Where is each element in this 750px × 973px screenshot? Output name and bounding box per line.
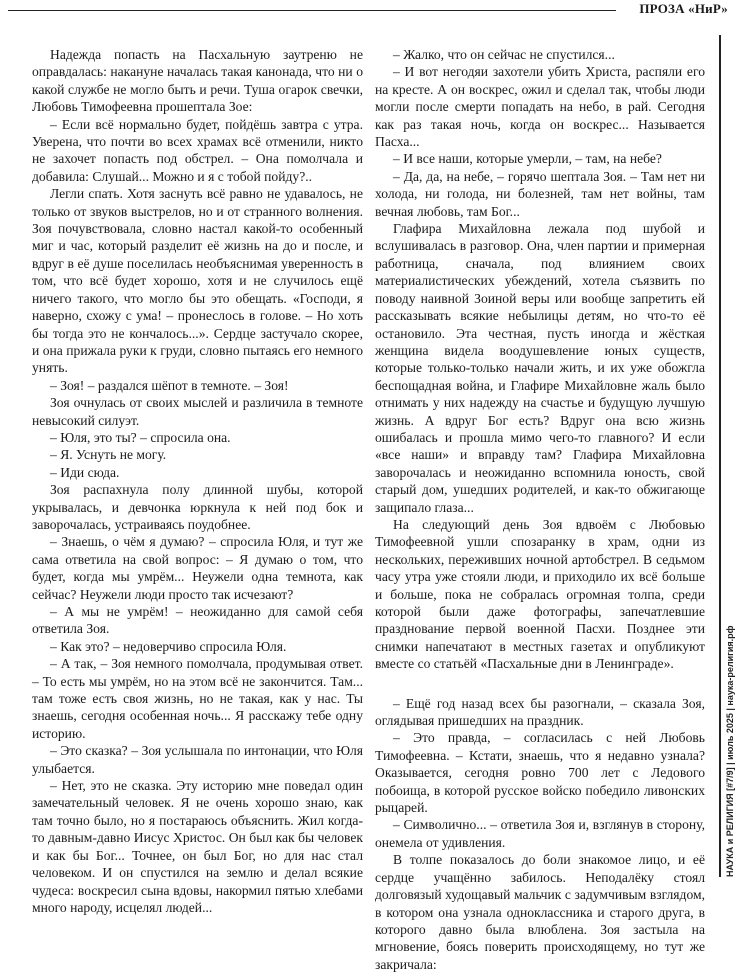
paragraph: Легли спать. Хотя заснуть всё равно не удавалось, не только от звуков выстрелов, но и от странного волнения. Зоя почувствовала, словно настал какой-то особенный миг и час, который разделит её жизнь на до и после, и вдруг в её душе поселилась необъяснимая уверенность в том, что всё будет хорошо, хотя и не случилось ещё ничего такого, что могло бы это обещать. «Господи, я наверно, схожу с ума! – пронеслось в голове. – Но хоть бы тогда это не кончалось...». Сердце застучало скорее, и она прижала руки к груди, словно пытаясь его немного унять. [32,186,363,376]
paragraph: В толпе показалось до боли знакомое лицо, и её сердце учащённо забилось. Неподалёку стоял долговязый худощавый мальчик с задумчивым взглядом, в котором она узнала одноклассника и старого друга, в которого давно была влюблена. Зоя застыла на мгновение, боясь поверить происходящему, но тут же закричала: [375,852,705,972]
paragraph: Надежда попасть на Пасхальную заутреню не оправдалась: накануне началась такая канонада, что ни о какой службе не могло быть и речи. Туша огарок свечки, Любовь Тимофеевна прошептала Зое: [32,47,363,115]
right-column [375,46,705,973]
section-title: ПРОЗА «НиР» [631,1,728,17]
side-rule [719,35,721,877]
paragraph: – Нет, это не сказка. Эту историю мне поведал один замечательный человек. Я не очень хорошо знаю, как там точно было, но я постараюсь объяснить. Жил когда-то давным-давно Иисус Христос. Он был как бы человек и как бы Бог... Точнее, он был Бог, но для нас стал человеком. И он спустился на землю и делал всякие чудеса: воскресил сына вдовы, накормил пятью хлебами много народу, исцелял людей... [32,778,363,915]
paragraph: – Это правда, – согласилась с ней Любовь Тимофеевна. – Кстати, знаешь, что я недавно узнала? Оказывается, сегодня ровно 700 лет с Ледового побоища, в которой русское войско победило ливонских рыцарей. [375,730,705,816]
paragraph: – Как это? – недоверчиво спросила Юля. [50,638,287,654]
paragraph: – Иди сюда. [50,464,120,480]
paragraph: – Юля, это ты? – спросила она. [50,429,231,445]
paragraph: – Да, да, на небе, – горячо шептала Зоя. – Там нет ни холода, ни голода, ни болезней, там нет войны, там вечная любовь, там Бог... [375,168,705,219]
paragraph: – Если всё нормально будет, пойдёшь завтра с утра. Уверена, что почти во всех храмах всё отменили, никто не захочет попасть под обстрел. – Она помолчала и добавила: Слушай... Можно и я с тобой пойду?.. [32,116,363,184]
paragraph: – А так, – Зоя немного помолчала, продумывая ответ. – То есть мы умрём, но на этом всё не закончится. Там... там тоже есть своя жизнь, но не такая, как у нас. Ты знаешь, сегодня особенная ночь... Я расскажу тебе одну историю. [32,656,363,741]
paragraph: – А мы не умрём! – неожиданно для самой себя ответила Зоя. [32,604,363,637]
paragraph: Зоя распахнула полу длинной шубы, которой укрывалась, и девчонка юркнула к ней под бок и заворочалась, устраиваясь поудобнее. [32,482,363,532]
header-rule [8,10,616,11]
left-column [32,46,363,916]
paragraph: – Знаешь, о чём я думаю? – спросила Юля, и тут же сама ответила на свой вопрос: – Я думаю о том, что будет, когда мы умрём... Неужели одна темнота, как сейчас? Неужели люди просто так исчезают? [32,534,363,602]
paragraph: – Жалко, что он сейчас не спустился... [393,47,615,62]
paragraph: – Ещё год назад всех бы разогнали, – сказала Зоя, оглядывая пришедших на праздник. [375,695,705,729]
paragraph: На следующий день Зоя вдвоём с Любовью Тимофеевной ушли спозаранку в храм, одни из нескольких, переживших ночной артобстрел. В седьмом часу утра уже стояли люди, и приходило их всё больше и больше, пока не собралась огромная толпа, среди которой были даже фотографы, запечатлевшие празднование первой военной Пасхи. Позднее эти снимки напечатают в местных газетах и опубликуют вместе со статьёй «Пасхальные дни в Ленинграде». [375,516,705,672]
paragraph: Зоя очнулась от своих мыслей и различила в темноте невысокий силуэт. [32,395,363,428]
page-header [0,0,750,22]
paragraph: – Символично... – ответила Зоя и, взглянув в сторону, онемела от удивления. [375,817,705,850]
side-running-footer: НАУКА и РЕЛИГИЯ [#7/9] | июль 2025 | наука-религия.рф [725,625,735,877]
paragraph: – И вот негодяи захотели убить Христа, распяли его на кресте. А он воскрес, ожил и сделал так, чтобы люди могли после смерти попадать на небо, в рай. Сегодня как раз такая ночь, когда он воскрес... Называется Пасха... [375,64,705,150]
paragraph: Глафира Михайловна лежала под шубой и вслушивалась в разговор. Она, член партии и примерная работница, сначала, под влиянием своих материалистических убеждений, хотела съязвить по поводу наивной Зоиной веры или вообще запретить ей рассказывать всякие небылицы детям, но что-то её остановило. Эта честная, пусть иногда и жёсткая женщина видела воодушевление юных существ, которые только-только начали жить, и их уже обожгла беспощадная война, и Глафире Михайловне жаль было отнимать у них надежду на счастье и будущую лучшую жизнь. А вдруг Бог есть? Вдруг она всю жизнь ошибалась и прошла мимо чего-то главного? И если «все наши» и вправду там? Глафира Михайловна заворочалась и неожиданно вспомнила юность, свой старый дом, ушедших родителей, и как-то обжигающе защипало глаза... [375,221,705,515]
paragraph: – И все наши, которые умерли, – там, на небе? [393,151,662,167]
paragraph: – Я. Уснуть не могу. [50,447,167,463]
paragraph: – Это сказка? – Зоя услышала по интонации, что Юля улыбается. [32,743,363,776]
paragraph: – Зоя! – раздался шёпот в темноте. – Зоя! [50,377,289,393]
